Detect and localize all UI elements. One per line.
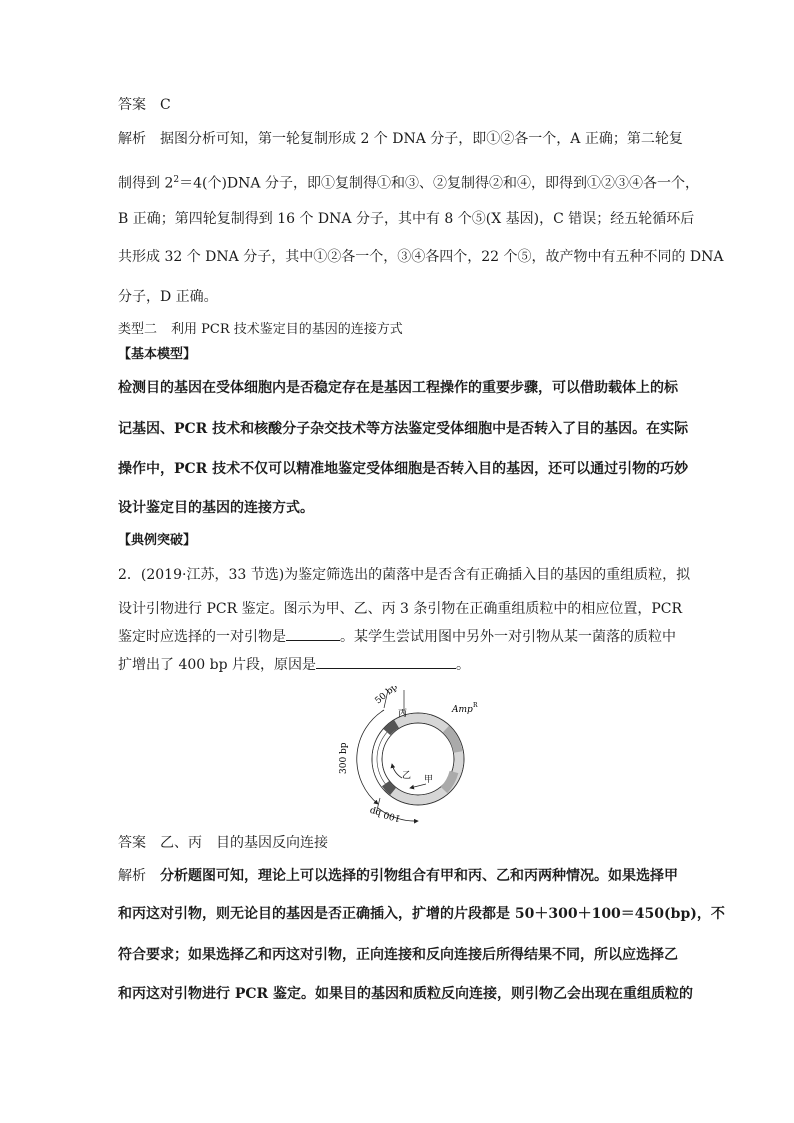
label-100bp: 100 bp bbox=[368, 805, 402, 823]
analysis-2-line-4: 和丙这对引物进行 PCR 鉴定。如果目的基因和质粒反向连接，则引物乙会出现在重组质粒的 bbox=[118, 986, 694, 1002]
label-50bp: 50 bp bbox=[373, 686, 400, 707]
type-two-title: 利用 PCR 技术鉴定目的基因的连接方式 bbox=[171, 322, 403, 337]
answer-1 bbox=[118, 96, 171, 114]
analysis-1-text-1: 据图分析可知，第一轮复制形成 2 个 DNA 分子，即①②各一个，A 正确；第二轮复 bbox=[160, 131, 683, 147]
analysis-1-text-5: 分子，D 正确。 bbox=[118, 289, 218, 305]
answer-value-2: 乙、丙 目的基因反向连接 bbox=[160, 835, 328, 851]
label-300bp: 300 bp bbox=[339, 742, 349, 774]
answer-label-2: 答案 bbox=[118, 835, 146, 851]
analysis-1-text-4: 共形成 32 个 DNA 分子，其中①②各一个，③④各四个，22 个⑤，故产物中有五种不同的 DNA bbox=[118, 249, 724, 265]
example-line-3 bbox=[118, 628, 676, 646]
superscript-exponent: 2 bbox=[173, 175, 180, 185]
type-two-label: 类型二 bbox=[118, 322, 158, 337]
analysis-label: 解析 bbox=[118, 131, 146, 147]
example-heading: 【典例突破】 bbox=[118, 533, 197, 548]
label-yi: 乙 bbox=[402, 771, 412, 781]
basic-model-line-4: 设计鉴定目的基因的连接方式。 bbox=[118, 500, 314, 516]
analysis-1-line-4 bbox=[118, 248, 724, 266]
analysis-label-2: 解析 bbox=[118, 868, 146, 884]
analysis-1-line-5 bbox=[118, 288, 218, 306]
plasmid-diagram bbox=[318, 686, 518, 832]
example-line-1: 2．(2019·江苏，33 节选)为鉴定筛选出的菌落中是否含有正确插入目的基因的重组质粒，拟 bbox=[118, 567, 691, 583]
type-two-heading bbox=[118, 321, 403, 339]
primer-yi-block bbox=[386, 784, 393, 792]
basic-model-line-3: 操作中，PCR 技术不仅可以精准地鉴定受体细胞是否转入目的基因，还可以通过引物的巧妙 bbox=[118, 461, 689, 477]
example-line-2: 设计引物进行 PCR 鉴定。图示为甲、乙、丙 3 条引物在正确重组质粒中的相应位置，PCR bbox=[118, 601, 683, 617]
plasmid-svg bbox=[318, 686, 518, 832]
label-bing: 丙 bbox=[398, 709, 408, 719]
analysis-2-line-2: 和丙这对引物，则无论目的基因是否正确插入，扩增的片段都是 50＋300＋100＝450(bp)，不 bbox=[118, 906, 725, 922]
example-text-4: 扩增出了 400 bp 片段，原因是 bbox=[118, 657, 316, 673]
analysis-2-line-3: 符合要求；如果选择乙和丙这对引物，正向连接和反向连接后所得结果不同，所以应选择乙 bbox=[118, 947, 678, 963]
answer-blank-1 bbox=[286, 628, 340, 641]
answer-label: 答案 bbox=[118, 97, 146, 113]
label-jia: 甲 bbox=[424, 775, 434, 785]
gene-insert-region bbox=[377, 731, 389, 787]
label-amp-sup: R bbox=[473, 702, 478, 709]
example-text-4-end: 。 bbox=[456, 657, 470, 673]
label-amp: Amp bbox=[452, 705, 473, 715]
analysis-1-text-2a: 制得到 2 bbox=[118, 175, 174, 192]
answer-2 bbox=[118, 834, 328, 852]
basic-model-heading: 【基本模型】 bbox=[118, 347, 197, 362]
analysis-1-line-1 bbox=[118, 130, 683, 148]
analysis-1-text-3: B 正确；第四轮复制得到 16 个 DNA 分子，其中有 8 个⑤(X 基因)，C 错误；经五轮循环后 bbox=[118, 211, 695, 227]
basic-model-line-1: 检测目的基因在受体细胞内是否稳定存在是基因工程操作的重要步骤，可以借助载体上的标 bbox=[118, 380, 678, 396]
answer-blank-2 bbox=[316, 656, 456, 669]
primer-yi-arrow bbox=[392, 764, 402, 778]
answer-value: C bbox=[160, 97, 171, 113]
analysis-2-text-1: 分析题图可知，理论上可以选择的引物组合有甲和丙、乙和丙两种情况。如果选择甲 bbox=[160, 868, 678, 884]
example-text-3: 鉴定时应选择的一对引物是 bbox=[118, 629, 286, 645]
basic-model-line-2: 记基因、PCR 技术和核酸分子杂交技术等方法鉴定受体细胞中是否转入了目的基因。在实际 bbox=[118, 421, 689, 437]
example-line-4 bbox=[118, 656, 470, 674]
analysis-1-line-2 bbox=[118, 171, 699, 193]
analysis-1-line-3 bbox=[118, 210, 694, 228]
analysis-2-line-1 bbox=[118, 867, 678, 885]
example-text-3-end: 。某学生尝试用图中另外一对引物从某一菌落的质粒中 bbox=[340, 629, 676, 645]
analysis-1-text-2b: ＝4(个)DNA 分子，即①复制得①和③、②复制得②和④，即得到①②③④各一个， bbox=[179, 175, 699, 192]
